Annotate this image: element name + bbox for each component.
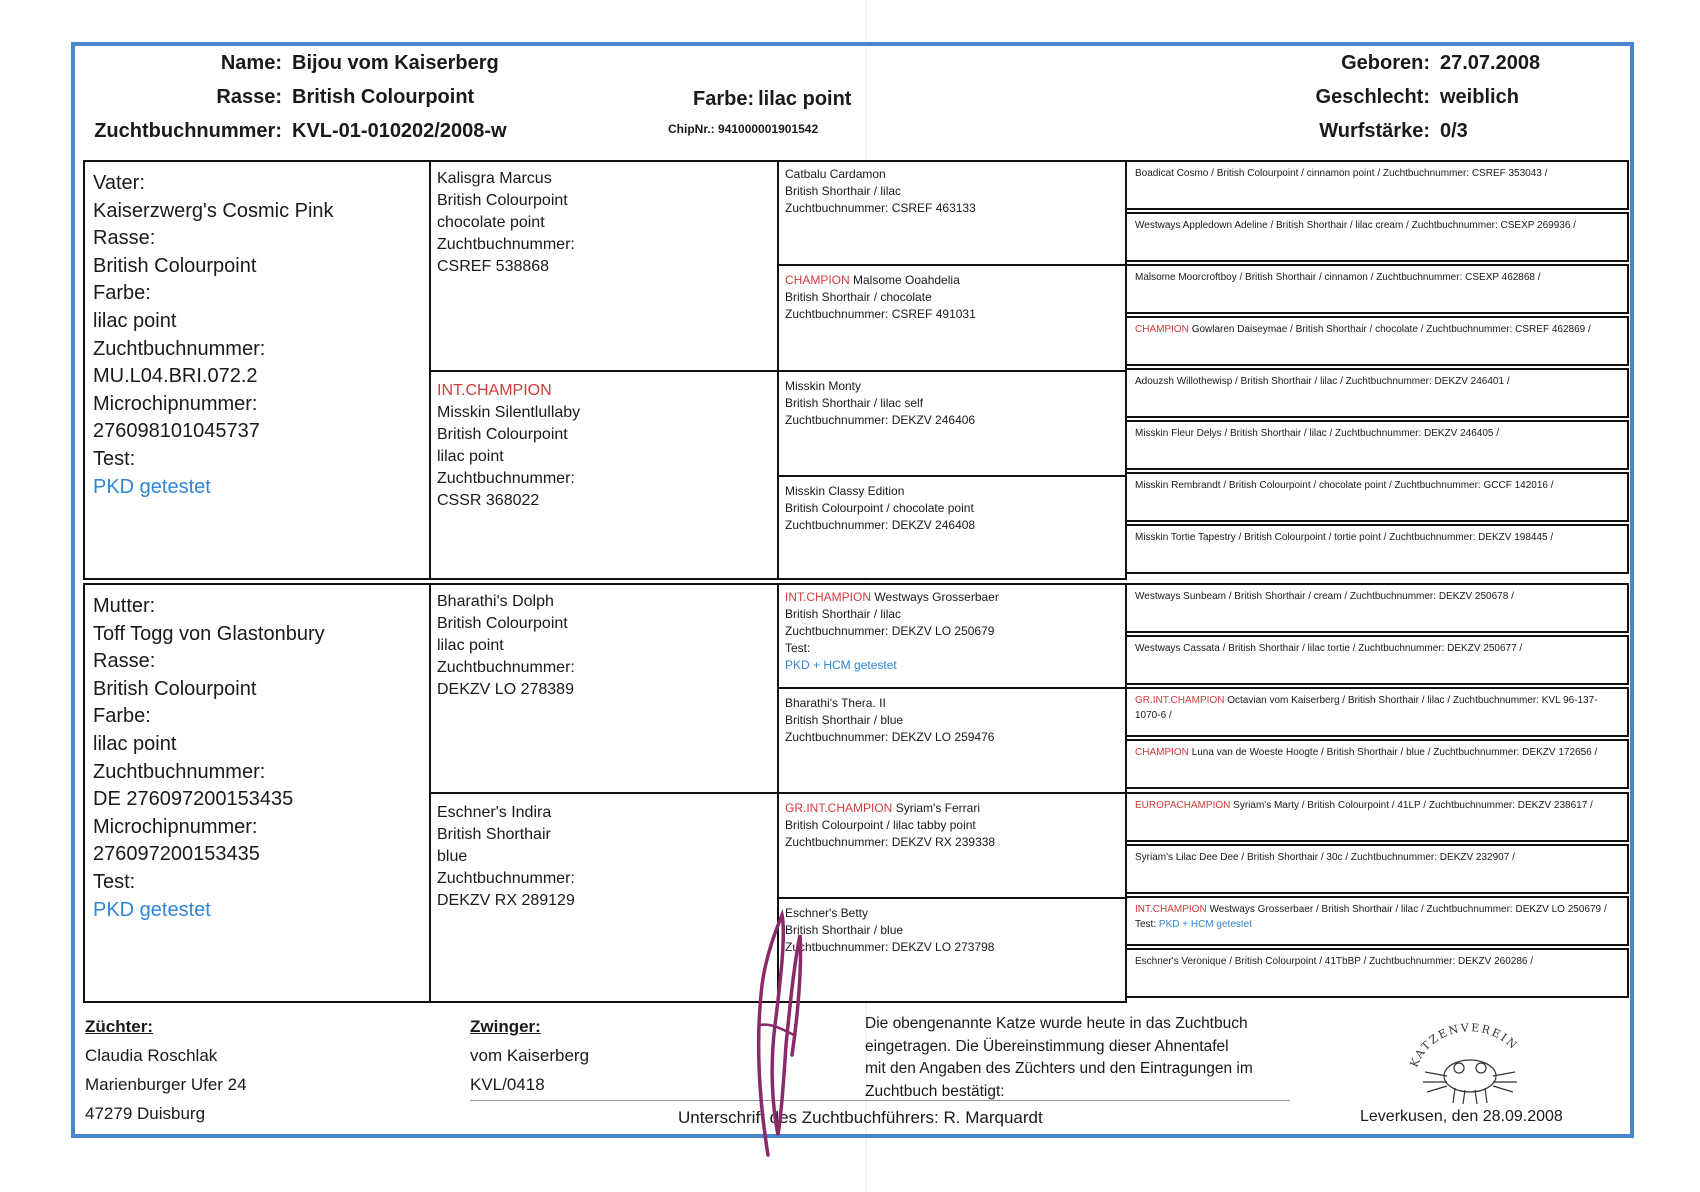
mutter-zbn: DE 276097200153435 (93, 788, 294, 811)
gp-cell-3 (429, 583, 779, 793)
gggp-11-title: GR.INT.CHAMPION (1135, 695, 1225, 706)
geschlecht-label: Geschlecht: (1315, 86, 1430, 108)
gggp-8-text: Misskin Tortie Tapestry / British Colourpoint / tortie point / Zuchtbuchnummer: DEKZV 198445 / (1135, 532, 1554, 543)
zwinger-number: KVL/0418 (470, 1075, 545, 1094)
ggp-6-name-text: Bharathi's Thera. II (785, 696, 886, 710)
gggp-6-text: Misskin Fleur Delys / British Shorthair / lilac / Zuchtbuchnummer: DEKZV 246405 / (1135, 428, 1500, 439)
ggp-cell-3 (777, 372, 1127, 475)
geboren-label: Geboren: (1341, 52, 1430, 74)
gggp-cell-11 (1125, 687, 1629, 737)
ggp-3-line-1: British Shorthair / lilac self (785, 396, 924, 410)
ggp-7-name (785, 800, 1119, 817)
farbe-label: Farbe: (693, 88, 755, 110)
gp-cell-2 (429, 372, 779, 580)
farbe-row (693, 88, 851, 111)
gp-1-farbe: chocolate point (437, 214, 545, 231)
statement-line-3: mit den Angaben des Züchters und den Eintragungen im (865, 1060, 1253, 1077)
cat-zbn: KVL-01-010202/2008-w (292, 120, 507, 142)
ggp-5-name (785, 589, 1119, 606)
gp-3-farbe: lilac point (437, 637, 504, 654)
gggp-cell-15 (1125, 896, 1629, 946)
cat-name: Bijou vom Kaiserberg (292, 52, 499, 74)
ggp-5-line-1: British Shorthair / lilac (785, 607, 902, 621)
gggp-13-text: Syriam's Marty / British Colourpoint / 41LP / Zuchtbuchnummer: DEKZV 238617 / (1233, 800, 1593, 811)
gggp-cell-16 (1125, 948, 1629, 998)
gp-3-zbn-label: Zuchtbuchnummer: (437, 659, 575, 676)
header-right (1290, 52, 1540, 154)
cat-geschlecht: weiblich (1440, 86, 1519, 108)
gp-4-rasse: British Shorthair (437, 826, 551, 843)
place-date: Leverkusen, den 28.09.2008 (1360, 1108, 1563, 1125)
ggp-4-name-text: Misskin Classy Edition (785, 484, 905, 498)
ggp-cell-6 (777, 689, 1127, 792)
ggp-4-line-2: Zuchtbuchnummer: DEKZV 246408 (785, 518, 976, 532)
statement-line-1: Die obengenannte Katze wurde heute in das Zuchtbuch (865, 1015, 1248, 1032)
gggp-15-title: INT.CHAMPION (1135, 904, 1207, 915)
gp-2-zbn-label: Zuchtbuchnummer: (437, 470, 575, 487)
gggp-15-text: Westways Grosserbaer / British Shorthair / lilac / Zuchtbuchnummer: DEKZV LO 250679 / Test: (1135, 904, 1607, 930)
gggp-cell-7 (1125, 472, 1629, 522)
vater-name: Kaiserzwerg's Cosmic Pink (93, 199, 334, 222)
vater-info (85, 162, 429, 509)
zwinger-block (470, 1012, 589, 1099)
gggp-14-text: Syriam's Lilac Dee Dee / British Shorthair / 30c / Zuchtbuchnummer: DEKZV 232907 / (1135, 852, 1515, 863)
ggp-8-line-2: Zuchtbuchnummer: DEKZV LO 273798 (785, 940, 995, 954)
mutter-cell (83, 583, 431, 1003)
gp-cell-1 (429, 160, 779, 370)
ggp-1-name (785, 166, 1119, 183)
gggp-cell-5 (1125, 368, 1629, 418)
gggp-cell-8 (1125, 524, 1629, 574)
ggp-5-line-3: Test: (785, 641, 811, 655)
gggp-cell-6 (1125, 420, 1629, 470)
vater-rasse-label: Rasse: (93, 227, 156, 250)
mutter-farbe-label: Farbe: (93, 705, 151, 728)
ggp-1-name-text: Catbalu Cardamon (785, 167, 886, 181)
gggp-11-text: Octavian vom Kaiserberg / British Shorthair / lilac / Zuchtbuchnummer: KVL 96-137-1070-6 / (1135, 695, 1598, 721)
mutter-rasse-label: Rasse: (93, 650, 156, 673)
gggp-15-test: PKD + HCM getestet (1158, 919, 1252, 930)
mutter-test-label: Test: (93, 870, 136, 893)
ggp-4-name (785, 483, 1119, 500)
gggp-12-text: Luna van de Woeste Hoogte / British Shorthair / blue / Zuchtbuchnummer: DEKZV 172656 / (1191, 747, 1598, 758)
gggp-cell-14 (1125, 844, 1629, 894)
gggp-cell-9 (1125, 583, 1629, 633)
zuechter-city: 47279 Duisburg (85, 1104, 206, 1123)
cat-wurf: 0/3 (1440, 120, 1468, 142)
gp-4-name: Eschner's Indira (437, 804, 552, 821)
gggp-4-text: Gowlaren Daiseymae / British Shorthair / chocolate / Zuchtbuchnummer: CSREF 462869 / (1191, 324, 1591, 335)
gggp-4-title: CHAMPION (1135, 324, 1189, 335)
gggp-5-text: Adouzsh Willothewisp / British Shorthair / lilac / Zuchtbuchnummer: DEKZV 246401 / (1135, 376, 1510, 387)
ggp-cell-2 (777, 266, 1127, 370)
gggp-13-title: EUROPACHAMPION (1135, 800, 1231, 811)
vater-cell (83, 160, 431, 580)
gggp-cell-3 (1125, 264, 1629, 314)
ggp-2-line-2: Zuchtbuchnummer: CSREF 491031 (785, 307, 976, 321)
ggp-cell-7 (777, 794, 1127, 897)
ggp-7-line-2: Zuchtbuchnummer: DEKZV RX 239338 (785, 835, 996, 849)
vater-rasse: British Colourpoint (93, 254, 257, 277)
ggp-7-line-1: British Colourpoint / lilac tabby point (785, 818, 976, 832)
gggp-cell-4 (1125, 316, 1629, 366)
ggp-3-name (785, 378, 1119, 395)
ggp-2-name-text: Malsome Ooahdelia (853, 273, 960, 287)
signature-label: Unterschrift des Zuchtbuchführers: R. Marquardt (678, 1108, 1043, 1127)
gggp-cell-10 (1125, 635, 1629, 685)
zuechter-street: Marienburger Ufer 24 (85, 1075, 247, 1094)
cat-farbe: lilac point (758, 88, 852, 110)
vater-label: Vater: (93, 172, 145, 194)
ggp-cell-5 (777, 583, 1127, 687)
statement-line-2: eingetragen. Die Übereinstimmung dieser Ahnentafel (865, 1037, 1229, 1055)
gggp-12-title: CHAMPION (1135, 747, 1189, 758)
vater-farbe-label: Farbe: (93, 282, 151, 305)
gggp-cell-13 (1125, 792, 1629, 842)
gggp-10-text: Westways Cassata / British Shorthair / lilac tortie / Zuchtbuchnummer: DEKZV 250677 / (1135, 643, 1523, 654)
mutter-label: Mutter: (93, 595, 156, 617)
name-label: Name: (220, 52, 282, 74)
chip-number: 941000001901542 (718, 122, 819, 136)
mutter-farbe: lilac point (93, 732, 177, 755)
mutter-test-result: PKD getestet (93, 898, 211, 921)
mutter-name: Toff Togg von Glastonbury (93, 622, 325, 645)
cat-rasse: British Colourpoint (292, 86, 475, 108)
ggp-3-line-2: Zuchtbuchnummer: DEKZV 246406 (785, 413, 976, 427)
gp-1-rasse: British Colourpoint (437, 192, 568, 209)
mutter-zbn-label: Zuchtbuchnummer: (93, 760, 266, 783)
gggp-cell-2 (1125, 212, 1629, 262)
zbn-label: Zuchtbuchnummer: (94, 120, 282, 142)
ggp-5-name-text: Westways Grosserbaer (874, 590, 999, 604)
rasse-label: Rasse: (216, 86, 282, 108)
ggp-3-name-text: Misskin Monty (785, 379, 862, 393)
ggp-1-line-1: British Shorthair / lilac (785, 184, 902, 198)
vater-zbn: MU.L04.BRI.072.2 (93, 365, 258, 388)
ggp-8-line-1: British Shorthair / blue (785, 923, 904, 937)
vater-chip: 276098101045737 (93, 420, 260, 443)
zwinger-label: Zwinger: (470, 1017, 541, 1036)
club-seal-icon (1395, 998, 1545, 1108)
gp-1-name: Kalisgra Marcus (437, 170, 552, 187)
gggp-7-text: Misskin Rembrandt / British Colourpoint / chocolate point / Zuchtbuchnummer: GCCF 142016 / (1135, 480, 1554, 491)
svg-text:KATZENVEREIN: KATZENVEREIN (1407, 1021, 1521, 1070)
ggp-2-name (785, 272, 1119, 289)
vater-chip-label: Microchipnummer: (93, 392, 258, 415)
gp-1-zbn: CSREF 538868 (437, 258, 550, 275)
ggp-2-line-1: British Shorthair / chocolate (785, 290, 932, 304)
ggp-5-title: INT.CHAMPION (785, 590, 872, 604)
gp-4-zbn-label: Zuchtbuchnummer: (437, 870, 575, 887)
gggp-cell-12 (1125, 739, 1629, 789)
gp-3-zbn: DEKZV LO 278389 (437, 681, 574, 698)
gp-2-rasse: British Colourpoint (437, 426, 568, 443)
zuechter-label: Züchter: (85, 1017, 153, 1036)
gp-4-farbe: blue (437, 848, 468, 865)
chip-row (668, 122, 818, 136)
chip-label: ChipNr.: (668, 122, 715, 136)
gggp-cell-1 (1125, 160, 1629, 210)
gp-4-zbn: DEKZV RX 289129 (437, 892, 575, 909)
mutter-chip: 276097200153435 (93, 843, 260, 866)
zuechter-name: Claudia Roschlak (85, 1046, 218, 1065)
gggp-3-text: Malsome Moorcroftboy / British Shorthair / cinnamon / Zuchtbuchnummer: CSEXP 462868 / (1135, 272, 1541, 283)
gp-2-name: Misskin Silentlullaby (437, 404, 581, 421)
ggp-4-line-1: British Colourpoint / chocolate point (785, 501, 974, 515)
ggp-7-name-text: Syriam's Ferrari (895, 801, 980, 815)
ggp-cell-1 (777, 160, 1127, 264)
gggp-9-text: Westways Sunbeam / British Shorthair / cream / Zuchtbuchnummer: DEKZV 250678 / (1135, 591, 1514, 602)
ggp-8-name (785, 905, 1119, 922)
gggp-1-text: Boadicat Cosmo / British Colourpoint / cinnamon point / Zuchtbuchnummer: CSREF 353043 / (1135, 168, 1548, 179)
zuechter-block (85, 1012, 247, 1128)
pedigree-grid (83, 158, 1629, 1002)
header-left (90, 52, 507, 154)
cat-geboren: 27.07.2008 (1440, 52, 1541, 74)
gggp-2-text: Westways Appledown Adeline / British Shorthair / lilac cream / Zuchtbuchnummer: CSEXP 269936 / (1135, 220, 1576, 231)
zwinger-name: vom Kaiserberg (470, 1046, 590, 1065)
ggp-cell-8 (777, 899, 1127, 1002)
vater-zbn-label: Zuchtbuchnummer: (93, 337, 266, 360)
ggp-5-test: PKD + HCM getestet (785, 658, 897, 672)
ggp-6-name (785, 695, 1119, 712)
mutter-info (85, 585, 429, 932)
ggp-7-title: GR.INT.CHAMPION (785, 801, 893, 815)
gp-3-name: Bharathi's Dolph (437, 593, 554, 610)
vater-farbe: lilac point (93, 309, 177, 332)
gp-1-zbn-label: Zuchtbuchnummer: (437, 236, 575, 253)
wurf-label: Wurfstärke: (1319, 120, 1430, 142)
mutter-chip-label: Microchipnummer: (93, 815, 258, 838)
gp-2-zbn: CSSR 368022 (437, 492, 540, 509)
ggp-cell-4 (777, 477, 1127, 581)
ggp-1-line-2: Zuchtbuchnummer: CSREF 463133 (785, 201, 976, 215)
ggp-6-line-1: British Shorthair / blue (785, 713, 904, 727)
ggp-2-title: CHAMPION (785, 273, 850, 287)
gggp-16-text: Eschner's Veronique / British Colourpoint / 41TbBP / Zuchtbuchnummer: DEKZV 260286 / (1135, 956, 1534, 967)
ggp-6-line-2: Zuchtbuchnummer: DEKZV LO 259476 (785, 730, 995, 744)
ggp-5-line-2: Zuchtbuchnummer: DEKZV LO 250679 (785, 624, 995, 638)
statement-line-4: Zuchtbuch bestätigt: (865, 1082, 1005, 1100)
gp-2-title: INT.CHAMPION (437, 382, 552, 399)
gp-3-rasse: British Colourpoint (437, 615, 568, 632)
vater-test-label: Test: (93, 447, 136, 470)
handwritten-signature-icon (720, 905, 810, 1165)
vater-test-result: PKD getestet (93, 475, 211, 498)
statement-block (865, 1013, 1253, 1103)
mutter-rasse: British Colourpoint (93, 677, 257, 700)
gp-2-farbe: lilac point (437, 448, 504, 465)
ggp-8-name-text: Eschner's Betty (785, 906, 868, 920)
